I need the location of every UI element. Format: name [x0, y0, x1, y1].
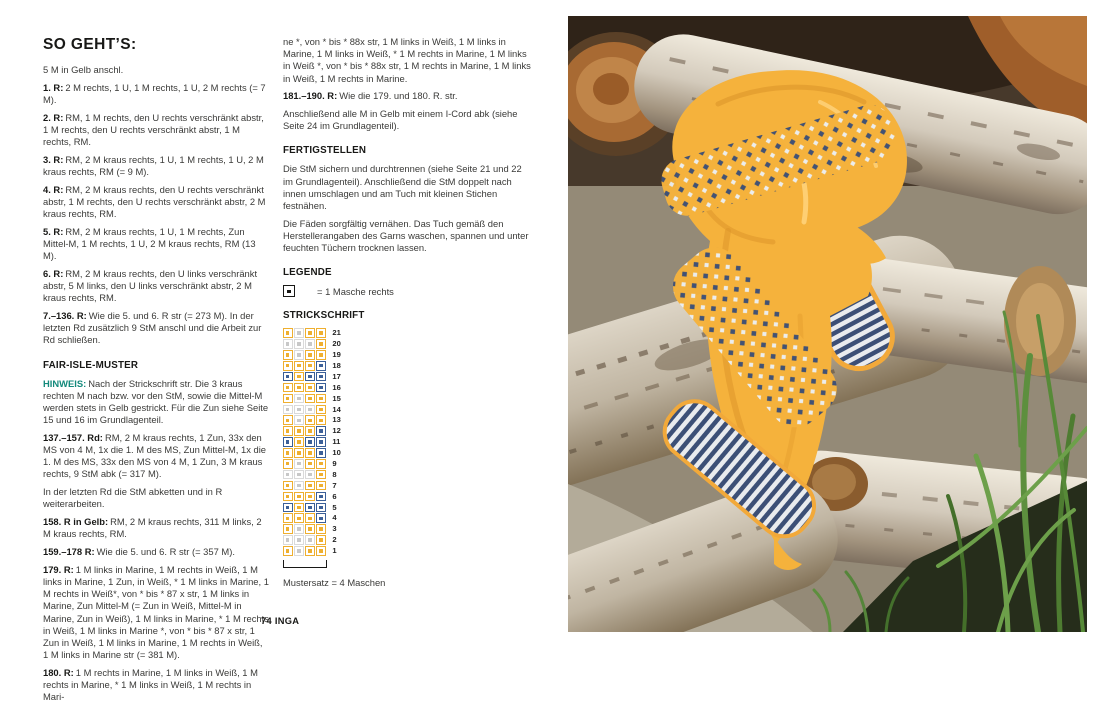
chart-row-number: 9 — [332, 458, 337, 468]
chart-cell-marine — [316, 492, 326, 502]
step-label: 1. R: — [43, 81, 64, 93]
chart-cell-weiß — [294, 339, 304, 349]
chart-cell-gelb — [283, 394, 293, 404]
chart-cell-weiß — [294, 535, 304, 545]
chart-row-number: 15 — [332, 393, 341, 403]
chart-cell-gelb — [283, 546, 293, 556]
chart-cell-weiß — [294, 524, 304, 534]
chart-cell-weiß — [305, 470, 315, 480]
chart-row-number: 2 — [332, 535, 337, 545]
instructions-column-1 — [43, 36, 270, 709]
chart-cell-marine — [316, 503, 326, 513]
section-heading-legende: LEGENDE — [283, 267, 332, 279]
chart-row — [283, 383, 533, 393]
step-label: 159.–178 R: — [43, 546, 95, 557]
chart-row — [283, 339, 533, 349]
chart-cell-gelb — [316, 415, 326, 425]
chart-cell-gelb — [316, 394, 326, 404]
chart-row-number: 21 — [332, 328, 341, 338]
step-label: 5. R: — [43, 225, 64, 237]
note-label: HINWEIS: — [43, 377, 87, 389]
chart-cell-marine — [305, 503, 315, 513]
pattern-step: 180. R: 1 M rechts in Marine, 1 M links in Weiß, 1 M rechts in Marine, * 1 M links in Weiß, 1 M rechts in Mari- — [43, 666, 258, 703]
chart-row — [283, 535, 533, 545]
pattern-step: ne *, von * bis * 88x str, 1 M links in Weiß, 1 M links in Marine, 1 M links in Weiß, * 1 M rechts in Marine, 1 M links in Weiß *, von * bis * 88x str, 1 M rechts in Marine, 1 M links in Weiß, 1 M rechts in Marine. — [283, 36, 531, 84]
chart-cell-gelb — [305, 546, 315, 556]
chart-cell-gelb — [283, 426, 293, 436]
chart-cell-gelb — [305, 524, 315, 534]
pattern-step: 7.–136. R: Wie die 5. und 6. R str (= 273 M). In der letzten Rd zusätzlich 9 StM anschl und die Arbeit zur Rd schließen. — [43, 309, 262, 346]
chart-row-number: 17 — [332, 371, 341, 381]
chart-row-number: 3 — [332, 524, 337, 534]
chart-row-number: 14 — [332, 404, 341, 414]
pattern-step: 137.–157. Rd: RM, 2 M kraus rechts, 1 Zun, 33x den MS von 4 M, 1x die 1. M des MS, Zun Mittel-M, 1x die 1. M des MS, 33x den MS von 4 M, 1 Zun, 3 M kraus rechts, 9 StM abk (= 317 M). — [43, 431, 266, 480]
finishing-paragraph: Die StM sichern und durchtrennen (siehe Seite 21 und 22 im Grundlagenteil). Anschließend die StM doppelt nach innen umschlagen und am Tuch mit kleinen Stichen festnähen. — [283, 163, 522, 212]
chart-cell-weiß — [305, 339, 315, 349]
chart-cell-marine — [316, 437, 326, 447]
chart-cell-marine — [283, 503, 293, 513]
chart-cell-gelb — [294, 437, 304, 447]
chart-cell-gelb — [316, 459, 326, 469]
chart-cell-weiß — [305, 535, 315, 545]
chart-row — [283, 503, 533, 513]
chart-cell-gelb — [294, 372, 304, 382]
chart-cell-marine — [283, 372, 293, 382]
chart-cell-gelb — [305, 361, 315, 371]
chart-row — [283, 426, 533, 436]
chart-cell-gelb — [283, 448, 293, 458]
chart-cell-weiß — [283, 470, 293, 480]
chart-cell-gelb — [283, 415, 293, 425]
chart-cell-gelb — [305, 513, 315, 523]
chart-row — [283, 448, 533, 458]
chart-cell-gelb — [305, 481, 315, 491]
step-label: 2. R: — [43, 111, 64, 123]
chart-row-number: 11 — [332, 437, 341, 447]
legend-meaning: = 1 Masche rechts — [317, 285, 394, 297]
chart-cell-gelb — [316, 405, 326, 415]
chart-row — [283, 405, 533, 415]
chart-row — [283, 372, 533, 382]
chart-cell-gelb — [294, 492, 304, 502]
instructions-column-2 — [283, 36, 533, 588]
section-heading-fertigstellen: FERTIGSTELLEN — [283, 145, 367, 157]
chart-cell-gelb — [305, 448, 315, 458]
chart-row-number: 8 — [332, 469, 337, 479]
chart-cell-gelb — [294, 383, 304, 393]
page-title: SO GEHT’S: — [43, 36, 137, 53]
photo-illustration — [568, 16, 1087, 632]
pattern-step: 5. R: RM, 2 M kraus rechts, 1 U, 1 M rechts, Zun Mittel-M, 1 M rechts, 1 U, 2 M kraus rechts, RM (13 M). — [43, 225, 256, 262]
chart-cell-gelb — [316, 350, 326, 360]
section-heading-strickschrift: STRICKSCHRIFT — [283, 310, 365, 322]
chart-cell-gelb — [316, 546, 326, 556]
page-number-footer: 74 INGA — [261, 616, 300, 626]
chart-row-number: 18 — [332, 360, 341, 370]
chart-cell-weiß — [294, 328, 304, 338]
chart-cell-weiß — [294, 394, 304, 404]
chart-cell-weiß — [294, 459, 304, 469]
chart-cell-gelb — [283, 459, 293, 469]
step-label: 7.–136. R: — [43, 309, 87, 321]
finishing-paragraph: Die Fäden sorgfältig vernähen. Das Tuch gemäß den Herstellerangaben des Garns waschen, spannen und unter feuchten Tüchern trocknen lassen. — [283, 217, 529, 254]
chart-row — [283, 492, 533, 502]
chart-cell-gelb — [283, 361, 293, 371]
chart-cell-weiß — [283, 405, 293, 415]
chart-cell-weiß — [305, 405, 315, 415]
pattern-step: In der letzten Rd die StM abketten und in R weiterarbeiten. — [43, 486, 223, 510]
chart-cell-gelb — [305, 350, 315, 360]
section-heading-fair-isle: FAIR-ISLE-MUSTER — [43, 359, 139, 371]
pattern-step: 179. R: 1 M links in Marine, 1 M rechts in Weiß, 1 M links in Marine, 1 Zun, in Weiß, * 1 M links in Marine, 1 M rechts in Weiß*, von * bis * 87 x str, 1 M links in Marine, Zun Mittel-M (= Zun in Weiß, Mittel-M in Marine, Zun in Weiß), 1 M links in Marine, * 1 M rechts in Weiß, 1 M links in Marine *, von * bis * 87 x str, 1 Zun in Weiß, 1 M links in Marine, 1 M rechts in Weiß, 1 M links in Marine str (= 381 M). — [43, 563, 269, 661]
chart-cell-gelb — [283, 513, 293, 523]
pattern-step: 5 M in Gelb anschl. — [43, 64, 124, 75]
chart-row-number: 10 — [332, 448, 341, 458]
chart-cell-gelb — [316, 328, 326, 338]
knit-stitch-symbol-icon — [283, 285, 295, 297]
pattern-note: HINWEIS: Nach der Strickschrift str. Die 3 kraus rechten M nach bzw. vor den StM, sowie die Mittel-M werden stets in Gelb gestrickt. Für die Zun siehe Seite 15 und 16 im Grundlagenteil. — [43, 377, 269, 426]
repeat-bracket — [283, 560, 327, 568]
chart-cell-weiß — [294, 405, 304, 415]
chart-row-number: 20 — [332, 339, 341, 349]
photo-shawl-on-birch-logs — [568, 16, 1087, 632]
chart-row — [283, 437, 533, 447]
chart-cell-gelb — [305, 492, 315, 502]
chart-cell-marine — [305, 372, 315, 382]
chart-row-number: 1 — [332, 546, 337, 556]
chart-row — [283, 394, 533, 404]
chart-row — [283, 513, 533, 523]
pattern-step: 3. R: RM, 2 M kraus rechts, 1 U, 1 M rechts, 1 U, 2 M kraus rechts, RM (= 9 M). — [43, 153, 264, 177]
chart-cell-gelb — [305, 383, 315, 393]
chart-row-number: 5 — [332, 502, 337, 512]
chart-cell-marine — [316, 372, 326, 382]
step-label: 158. R in Gelb: — [43, 516, 109, 528]
chart-cell-gelb — [316, 524, 326, 534]
chart-cell-gelb — [283, 524, 293, 534]
chart-cell-gelb — [283, 481, 293, 491]
chart-cell-gelb — [316, 481, 326, 491]
chart-cell-weiß — [294, 415, 304, 425]
pattern-step: 4. R: RM, 2 M kraus rechts, den U rechts verschränkt abstr, 1 M rechts, den U rechts verschränkt abstr, 2 M kraus rechts, RM. — [43, 183, 266, 220]
chart-cell-weiß — [283, 535, 293, 545]
chart-row-number: 7 — [332, 480, 337, 490]
pattern-step: Anschließend alle M in Gelb mit einem I-Cord abk (siehe Seite 24 im Grundlagenteil). — [283, 108, 518, 132]
chart-row — [283, 459, 533, 469]
chart-cell-marine — [305, 437, 315, 447]
step-label: 4. R: — [43, 183, 64, 195]
chart-row — [283, 361, 533, 371]
chart-cell-gelb — [283, 350, 293, 360]
pattern-step: 181.–190. R: Wie die 179. und 180. R. str. — [283, 90, 458, 102]
chart-cell-marine — [316, 426, 326, 436]
chart-row — [283, 546, 533, 556]
pattern-step: 1. R: 2 M rechts, 1 U, 1 M rechts, 1 U, 2 M rechts (= 7 M). — [43, 81, 266, 105]
pattern-step: 159.–178 R: Wie die 5. und 6. R str (= 357 M). — [43, 546, 235, 557]
chart-cell-weiß — [294, 470, 304, 480]
chart-cell-gelb — [305, 328, 315, 338]
legend-row — [283, 285, 533, 297]
chart-cell-weiß — [283, 339, 293, 349]
chart-cell-gelb — [294, 503, 304, 513]
chart-cell-weiß — [294, 546, 304, 556]
step-label: 3. R: — [43, 153, 64, 165]
chart-row-number: 13 — [332, 415, 341, 425]
chart-cell-gelb — [283, 492, 293, 502]
chart-cell-gelb — [294, 426, 304, 436]
step-label: 181.–190. R: — [283, 90, 338, 102]
chart-cell-weiß — [294, 350, 304, 360]
chart-cell-gelb — [294, 361, 304, 371]
strickschrift-chart — [283, 328, 533, 555]
step-label: 179. R: — [43, 563, 74, 575]
chart-cell-gelb — [305, 426, 315, 436]
chart-row — [283, 481, 533, 491]
chart-cell-marine — [316, 513, 326, 523]
chart-cell-gelb — [316, 535, 326, 545]
chart-cell-gelb — [316, 470, 326, 480]
chart-cell-gelb — [294, 513, 304, 523]
chart-row — [283, 328, 533, 338]
chart-row-number: 19 — [332, 350, 341, 360]
chart-cell-gelb — [283, 383, 293, 393]
step-label: 180. R: — [43, 666, 74, 678]
chart-row-number: 16 — [332, 382, 341, 392]
pattern-step: 6. R: RM, 2 M kraus rechts, den U links verschränkt abstr, 5 M links, den U links verschränkt abstr, 2 M kraus rechts, RM. — [43, 267, 258, 304]
pattern-step: 2. R: RM, 1 M rechts, den U rechts verschränkt abstr, 1 M rechts, den U rechts verschränkt abstr, 1 M rechts, RM. — [43, 111, 264, 148]
step-label: 137.–157. Rd: — [43, 431, 103, 443]
chart-row-number: 6 — [332, 491, 337, 501]
chart-row — [283, 415, 533, 425]
chart-cell-marine — [316, 361, 326, 371]
chart-row — [283, 470, 533, 480]
chart-row — [283, 350, 533, 360]
chart-cell-gelb — [316, 339, 326, 349]
chart-cell-weiß — [294, 481, 304, 491]
chart-cell-gelb — [305, 459, 315, 469]
chart-cell-marine — [316, 448, 326, 458]
chart-cell-gelb — [294, 448, 304, 458]
pattern-step: 158. R in Gelb: RM, 2 M kraus rechts, 311 M links, 2 M kraus rechts, RM. — [43, 516, 262, 540]
chart-cell-gelb — [283, 328, 293, 338]
chart-row-number: 4 — [332, 513, 337, 523]
chart-row-number: 12 — [332, 426, 341, 436]
step-label: 6. R: — [43, 267, 64, 279]
chart-cell-marine — [283, 437, 293, 447]
chart-cell-gelb — [305, 394, 315, 404]
chart-cell-marine — [316, 383, 326, 393]
chart-cell-gelb — [305, 415, 315, 425]
chart-row — [283, 524, 533, 534]
chart-caption: Mustersatz = 4 Maschen — [283, 576, 386, 588]
